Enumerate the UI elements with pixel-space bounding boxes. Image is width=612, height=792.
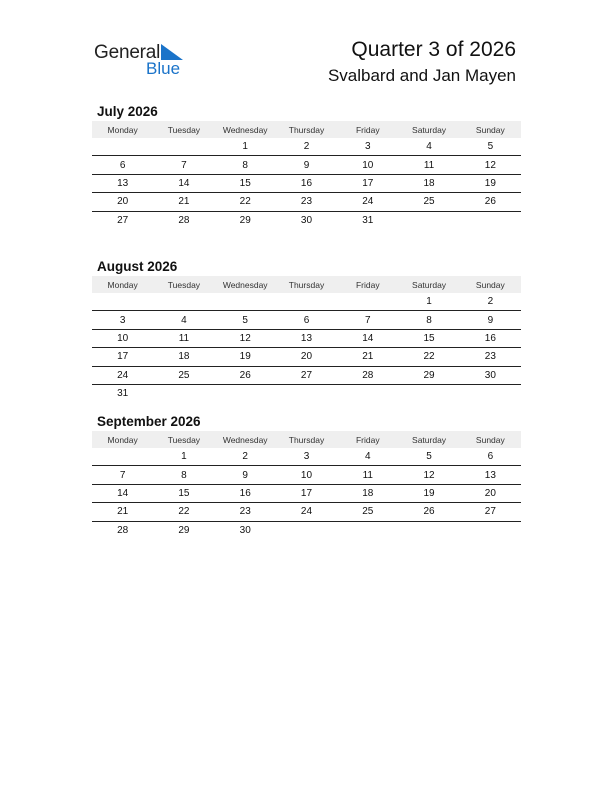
weekday-header: Thursday: [276, 276, 337, 293]
day-cell: 18: [153, 348, 214, 366]
triangle-logo-icon: [161, 44, 183, 60]
day-cell: 14: [337, 329, 398, 347]
calendar-table: [92, 431, 521, 539]
day-cell: [398, 211, 459, 229]
weekday-header: Thursday: [276, 121, 337, 138]
day-cell: 29: [178, 524, 190, 536]
day-cell: 1: [215, 138, 276, 156]
day-cell: 1: [153, 448, 214, 466]
day-cell: [337, 521, 398, 539]
week-row: [92, 503, 521, 521]
day-cell: 28: [178, 214, 190, 226]
day-cell: 8: [215, 156, 276, 174]
week-row: [92, 174, 521, 192]
day-cell: 21: [153, 193, 214, 211]
month-title: August 2026: [97, 259, 178, 274]
day-cell: 29: [398, 366, 459, 384]
month-august: [92, 258, 521, 402]
day-cell: 17: [276, 484, 337, 502]
day-cell: 23: [460, 348, 521, 366]
weekday-header: Friday: [337, 121, 398, 138]
weekday-header: Sunday: [460, 121, 521, 138]
day-cell: 3: [337, 138, 398, 156]
week-row: [92, 211, 521, 229]
day-cell: 2: [460, 293, 521, 311]
day-cell: 30: [460, 366, 521, 384]
weekday-header: Friday: [337, 431, 398, 448]
day-cell: 2: [215, 448, 276, 466]
day-cell: 20: [276, 348, 337, 366]
page-subtitle: Svalbard and Jan Mayen: [327, 66, 516, 85]
day-cell: 21: [337, 348, 398, 366]
day-cell: 11: [153, 329, 214, 347]
day-cell: 29: [239, 214, 251, 226]
day-cell: [337, 293, 398, 311]
day-cell: 15: [153, 484, 214, 502]
calendar-table: [92, 276, 521, 402]
day-cell: 7: [337, 311, 398, 329]
weekday-header: Wednesday: [215, 121, 276, 138]
day-cell: 9: [460, 311, 521, 329]
day-cell: 26: [215, 366, 276, 384]
day-cell: 6: [92, 156, 153, 174]
weekday-header-row: [92, 276, 521, 293]
weekday-header: Saturday: [398, 431, 459, 448]
day-cell: 18: [398, 174, 459, 192]
day-cell: [215, 384, 276, 402]
day-cell: [215, 293, 276, 311]
day-cell: 23: [276, 193, 337, 211]
week-row: [92, 138, 521, 156]
day-cell: 5: [460, 138, 521, 156]
day-cell: 26: [460, 193, 521, 211]
week-row: [92, 193, 521, 211]
day-cell: 2: [276, 138, 337, 156]
day-cell: 5: [215, 311, 276, 329]
weekday-header: Wednesday: [215, 431, 276, 448]
day-cell: 8: [398, 311, 459, 329]
day-cell: 3: [276, 448, 337, 466]
day-cell: 15: [398, 329, 459, 347]
day-cell: [153, 384, 214, 402]
day-cell: [460, 384, 521, 402]
weekday-header: Monday: [92, 121, 153, 138]
day-cell: 24: [337, 193, 398, 211]
day-cell: 19: [398, 484, 459, 502]
week-row: [92, 293, 521, 311]
day-cell: [276, 293, 337, 311]
day-cell: 23: [215, 503, 276, 521]
day-cell: 22: [215, 193, 276, 211]
day-cell: 24: [92, 366, 153, 384]
weekday-header: Thursday: [276, 431, 337, 448]
day-cell: 21: [92, 503, 153, 521]
day-cell: 18: [337, 484, 398, 502]
day-cell: 15: [215, 174, 276, 192]
day-cell: 28: [337, 366, 398, 384]
weekday-header: Friday: [337, 276, 398, 293]
day-cell: [398, 521, 459, 539]
weekday-header: Saturday: [398, 121, 459, 138]
day-cell: 12: [215, 329, 276, 347]
weekday-header: Tuesday: [153, 431, 214, 448]
brand-logo: [94, 42, 194, 78]
day-cell: 16: [215, 484, 276, 502]
day-cell: 17: [337, 174, 398, 192]
week-row: [92, 329, 521, 347]
day-cell: 19: [460, 174, 521, 192]
day-cell: 13: [460, 466, 521, 484]
brand-blue: Blue: [146, 59, 181, 78]
day-cell: 24: [276, 503, 337, 521]
month-title: September 2026: [97, 414, 201, 429]
day-cell: 6: [276, 311, 337, 329]
day-cell: 20: [460, 484, 521, 502]
day-cell: 8: [153, 466, 214, 484]
day-cell: [92, 138, 153, 156]
day-cell: [92, 448, 153, 466]
day-cell: 31: [362, 214, 374, 226]
day-cell: 30: [239, 524, 251, 536]
weekday-header-row: [92, 121, 521, 138]
day-cell: [337, 384, 398, 402]
brand-general: General: [94, 42, 161, 63]
day-cell: 25: [153, 366, 214, 384]
day-cell: 16: [276, 174, 337, 192]
day-cell: 10: [276, 466, 337, 484]
day-cell: 12: [398, 466, 459, 484]
day-cell: 30: [300, 214, 313, 226]
weekday-header: Tuesday: [153, 121, 214, 138]
day-cell: [276, 384, 337, 402]
day-cell: 25: [398, 193, 459, 211]
day-cell: 9: [276, 156, 337, 174]
day-cell: 19: [215, 348, 276, 366]
day-cell: 6: [460, 448, 521, 466]
day-cell: 26: [398, 503, 459, 521]
month-september: [92, 413, 521, 539]
day-cell: 13: [92, 174, 153, 192]
day-cell: 14: [92, 484, 153, 502]
day-cell: [460, 211, 521, 229]
week-row: [92, 484, 521, 502]
month-title: July 2026: [97, 104, 158, 119]
weekday-header: Monday: [92, 431, 153, 448]
day-cell: 11: [398, 156, 459, 174]
day-cell: 27: [460, 503, 521, 521]
day-cell: 10: [92, 329, 153, 347]
day-cell: 16: [460, 329, 521, 347]
day-cell: 1: [398, 293, 459, 311]
day-cell: 13: [276, 329, 337, 347]
day-cell: 22: [153, 503, 214, 521]
day-cell: 20: [92, 193, 153, 211]
weekday-header: Saturday: [398, 276, 459, 293]
day-cell: 4: [337, 448, 398, 466]
day-cell: 31: [117, 388, 129, 400]
weekday-header: Monday: [92, 276, 153, 293]
week-row: [92, 156, 521, 174]
day-cell: [92, 293, 153, 311]
day-cell: 11: [337, 466, 398, 484]
week-row: [92, 311, 521, 329]
day-cell: 12: [460, 156, 521, 174]
day-cell: 14: [153, 174, 214, 192]
day-cell: [460, 521, 521, 539]
day-cell: [153, 138, 214, 156]
day-cell: 10: [337, 156, 398, 174]
day-cell: 3: [92, 311, 153, 329]
day-cell: 27: [117, 214, 129, 226]
day-cell: 7: [153, 156, 214, 174]
day-cell: 17: [92, 348, 153, 366]
day-cell: [398, 384, 459, 402]
weekday-header-row: [92, 431, 521, 448]
day-cell: 4: [398, 138, 459, 156]
page-title: Quarter 3 of 2026: [351, 38, 516, 61]
day-cell: 27: [276, 366, 337, 384]
day-cell: 9: [215, 466, 276, 484]
day-cell: 28: [117, 524, 129, 536]
day-cell: 7: [92, 466, 153, 484]
week-row: [92, 384, 521, 402]
day-cell: 5: [398, 448, 459, 466]
week-row: [92, 448, 521, 466]
day-cell: 22: [398, 348, 459, 366]
week-row: [92, 348, 521, 366]
weekday-header: Sunday: [460, 276, 521, 293]
weekday-header: Wednesday: [215, 276, 276, 293]
week-row: [92, 466, 521, 484]
weekday-header: Sunday: [460, 431, 521, 448]
calendar-table: [92, 121, 521, 229]
weekday-header: Tuesday: [153, 276, 214, 293]
month-july: [92, 103, 521, 229]
day-cell: [276, 521, 337, 539]
day-cell: 25: [337, 503, 398, 521]
day-cell: 4: [153, 311, 214, 329]
day-cell: [153, 293, 214, 311]
week-row: [92, 521, 521, 539]
week-row: [92, 366, 521, 384]
